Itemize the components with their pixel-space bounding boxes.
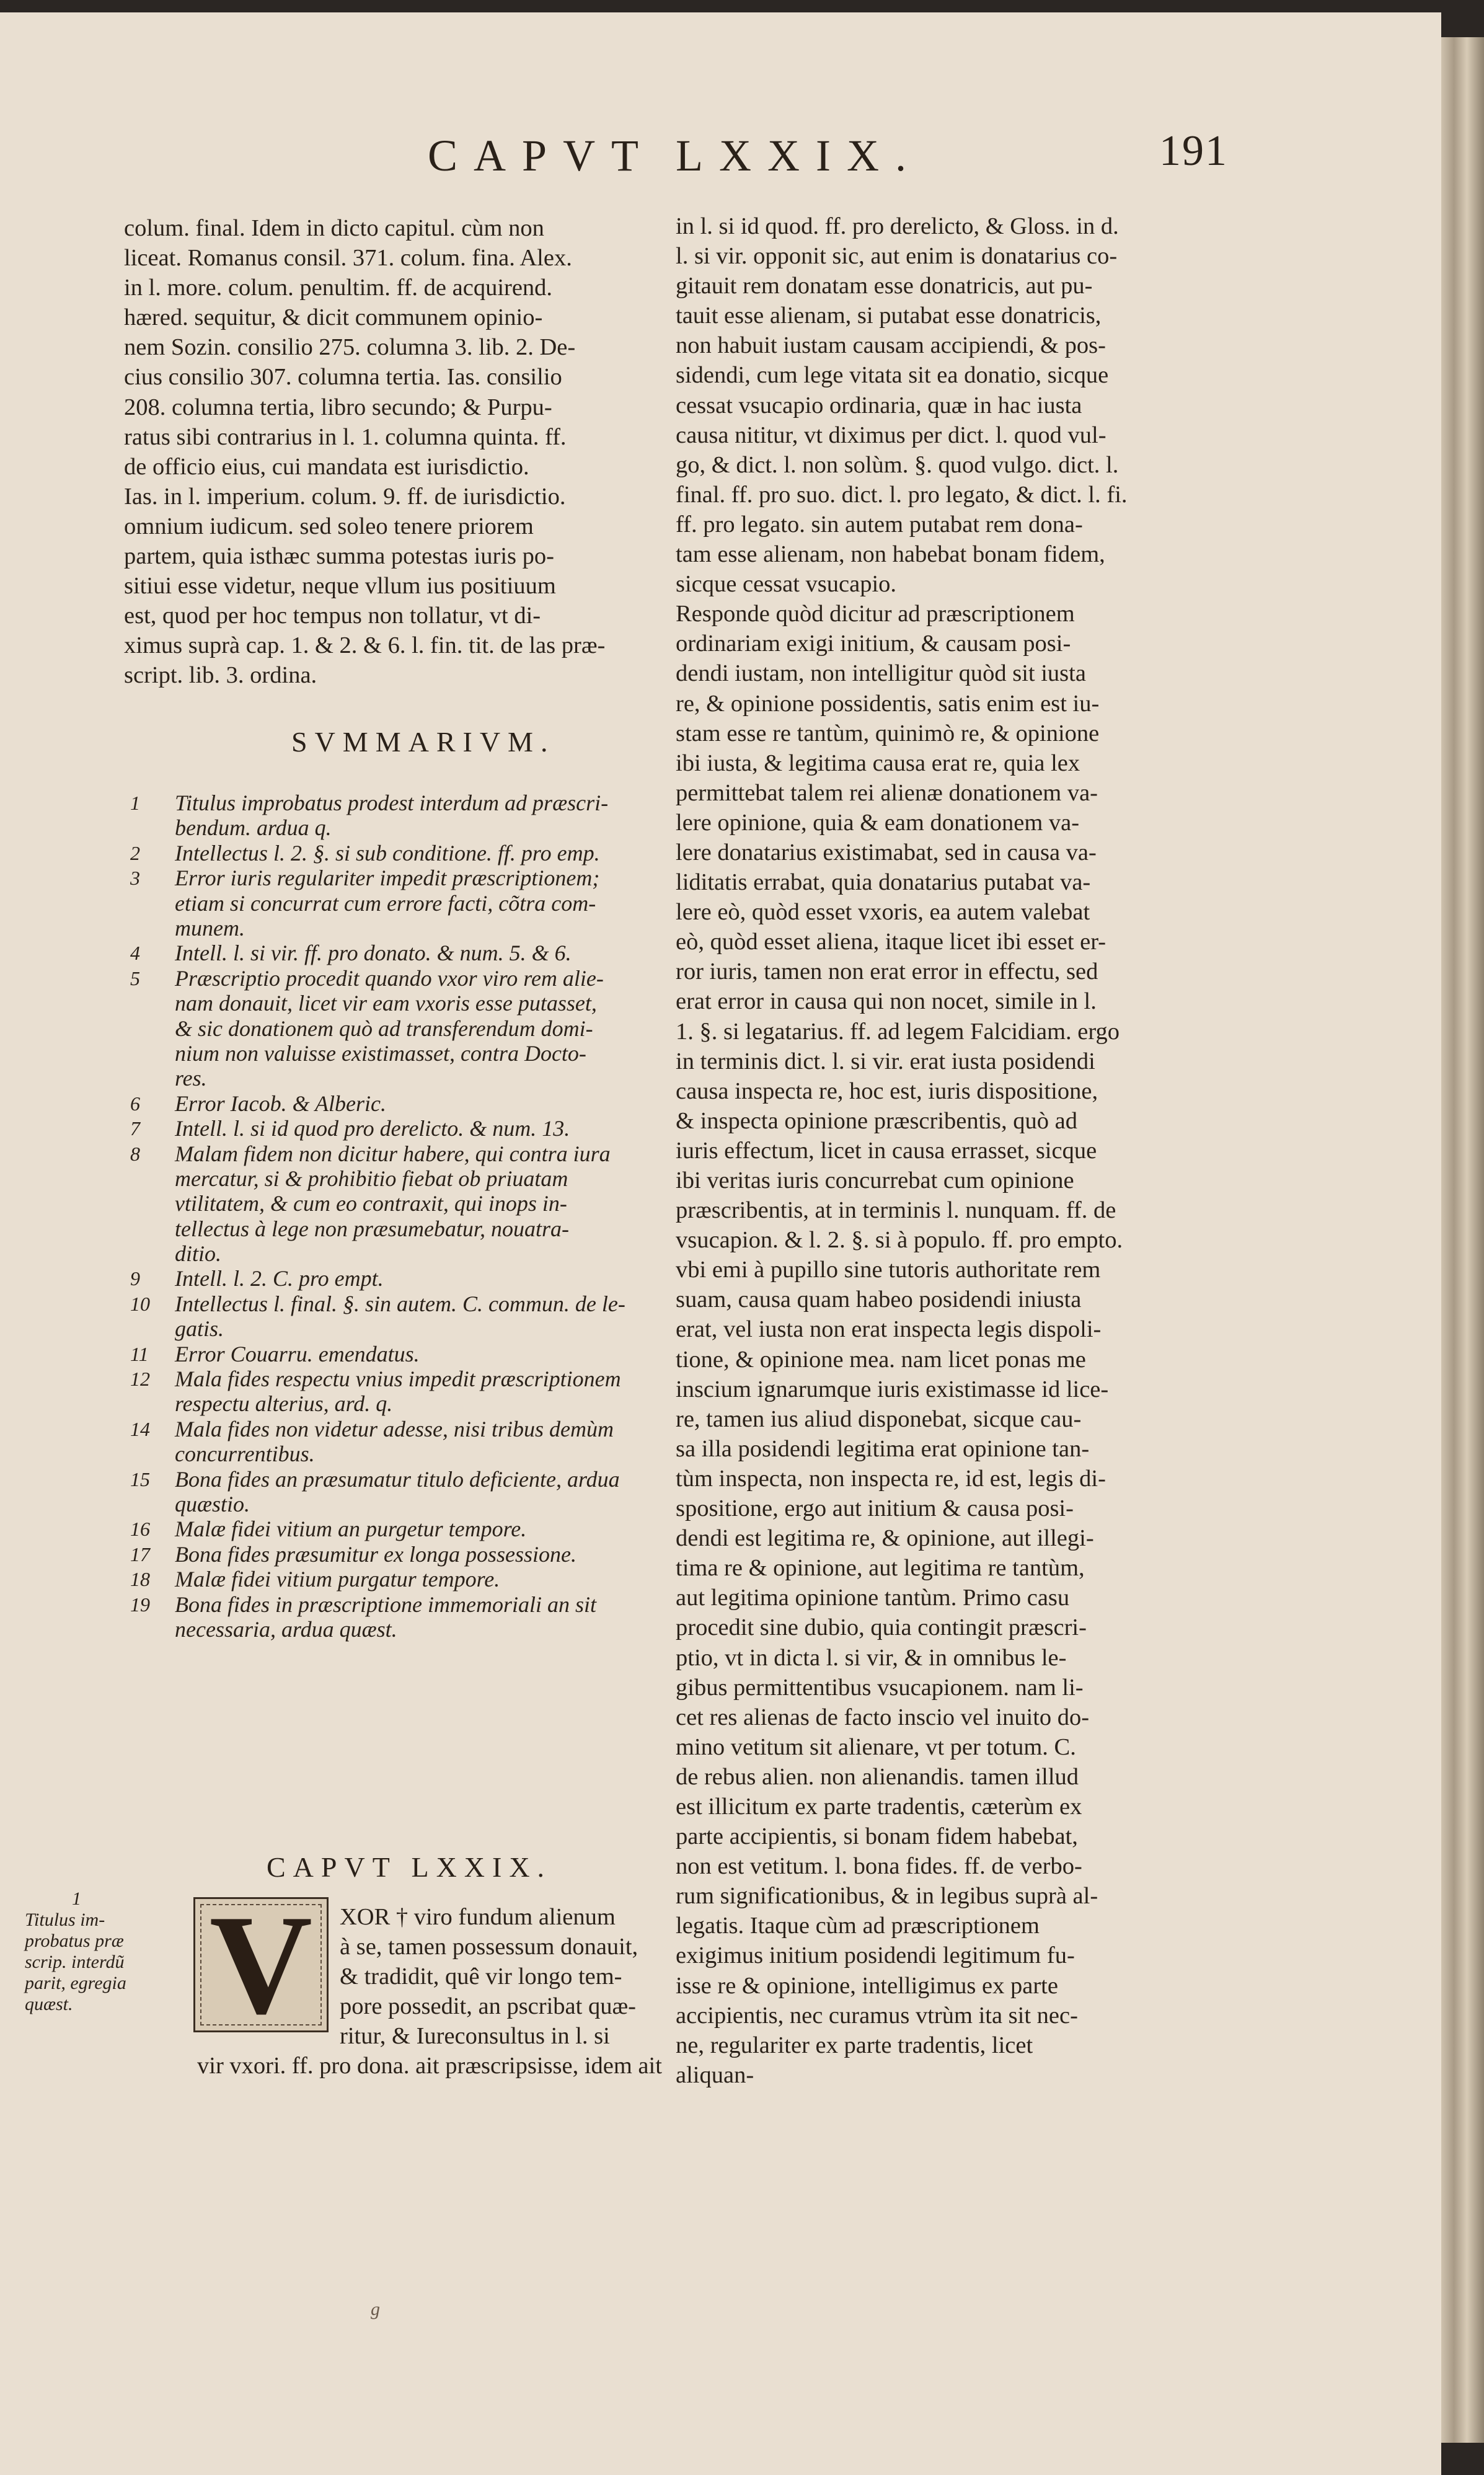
summary-line: tellectus à lege non præsumebatur, nouatra-: [175, 1216, 569, 1241]
summary-line: vtilitatem, & cum eo contraxit, qui inops in-: [175, 1191, 567, 1216]
summary-line: Intellectus l. final. §. sin autem. C. commun. de le-: [175, 1291, 625, 1316]
summary-item: [130, 1266, 663, 1291]
summary-item-text: [175, 1417, 658, 1467]
summary-item-text: [175, 1467, 658, 1517]
text-line: & inspecta opinione præscribentis, quò ad: [676, 1107, 1077, 1134]
summary-item-number: 6: [130, 1092, 140, 1115]
summary-line: necessaria, ardua quæst.: [175, 1617, 397, 1642]
summary-item-text: [175, 1542, 658, 1567]
summary-line: Error Couarru. emendatus.: [175, 1341, 420, 1366]
text-line: pore possedit, an pscribat quæ-: [340, 1993, 636, 2020]
text-line: dendi est legitima re, & opinione, aut illegi-: [676, 1525, 1094, 1552]
summary-heading: SVMMARIVM.: [291, 726, 555, 758]
summary-item: [130, 1567, 663, 1592]
summary-line: gatis.: [175, 1316, 224, 1342]
summary-item: [130, 1116, 663, 1141]
text-line: cessat vsucapio ordinaria, quæ in hac iusta: [676, 392, 1082, 418]
summary-item-number: 10: [130, 1292, 150, 1315]
summary-line: Bona fides in præscriptione immemoriali an sit: [175, 1592, 596, 1617]
summary-item-text: [175, 1592, 658, 1642]
chapter-heading: CAPVT LXXIX.: [267, 1851, 552, 1883]
text-line: ibi iusta, & legitima causa erat re, quia lex: [676, 750, 1080, 776]
text-line: permittebat talem rei alienæ donationem va-: [676, 779, 1098, 806]
text-line: aliquan-: [676, 2061, 754, 2088]
decorated-initial: [193, 1897, 329, 2032]
summary-list: [130, 790, 663, 1642]
text-line: in terminis dict. l. si vir. erat iusta posidendi: [676, 1048, 1095, 1074]
text-line: rum significationibus, & in legibus suprà al-: [676, 1883, 1098, 1910]
text-line: exigimus initium posidendi legitimum fu-: [676, 1942, 1075, 1969]
summary-item-number: 9: [130, 1267, 140, 1290]
text-line: dendi iustam, non intelligitur quòd sit iusta: [676, 660, 1086, 687]
chapter-opening-text: [340, 1902, 674, 2051]
text-line: liceat. Romanus consil. 371. colum. fina. Alex.: [124, 245, 572, 272]
summary-line: Mala fides non videtur adesse, nisi tribus demùm: [175, 1416, 614, 1441]
summary-item: [130, 866, 663, 941]
page-edges: [1441, 37, 1484, 2443]
text-line: causa inspecta re, hoc est, iuris dispositione,: [676, 1078, 1098, 1104]
summary-item: [130, 841, 663, 866]
summary-line: & sic donationem quò ad transferendum domi-: [175, 1016, 593, 1041]
text-line: scrip. interdũ: [25, 1952, 125, 1972]
text-line: nem Sozin. consilio 275. columna 3. lib. 2. De-: [124, 334, 576, 361]
text-line: ne, regulariter ex parte tradentis, licet: [676, 2032, 1033, 2058]
summary-line: Error iuris regulariter impedit præscriptionem;: [175, 866, 600, 891]
summary-item: [130, 790, 663, 841]
summary-item-text: [175, 1141, 658, 1267]
text-line: l. si vir. opponit sic, aut enim is donatarius co-: [676, 243, 1118, 270]
text-line: accipientis, nec curamus vtrùm ita sit nec-: [676, 2002, 1078, 2029]
summary-item-text: [175, 941, 658, 965]
summary-line: Præscriptio procedit quando vxor viro rem alie-: [175, 965, 604, 991]
summary-line: Malam fidem non dicitur habere, qui contra iura: [175, 1141, 611, 1166]
text-line: mino vetitum sit alienare, vt per totum. C.: [676, 1733, 1076, 1760]
text-line: probatus præ: [25, 1931, 124, 1951]
summary-item: [130, 1467, 663, 1517]
summary-line: Intell. l. 2. C. pro empt.: [175, 1266, 384, 1291]
text-line: isse re & opinione, intelligimus ex parte: [676, 1972, 1058, 1999]
summary-item-text: [175, 1291, 658, 1342]
summary-item: [130, 1542, 663, 1567]
text-line: ratus sibi contrarius in l. 1. columna quinta. ff.: [124, 423, 567, 450]
text-line: de officio eius, cui mandata est iurisdictio.: [124, 453, 529, 480]
summary-line: Error Iacob. & Alberic.: [175, 1091, 386, 1116]
summary-line: bendum. ardua q.: [175, 815, 332, 841]
text-line: tima re & opinione, aut legitima re tantùm,: [676, 1555, 1085, 1582]
summary-item: [130, 1141, 663, 1267]
text-line: script. lib. 3. ordina.: [124, 662, 317, 689]
summary-item: [130, 1091, 663, 1116]
text-line: re, & opinione possidentis, satis enim est iu-: [676, 690, 1100, 717]
summary-line: munem.: [175, 915, 245, 941]
text-line: iuris effectum, licet in causa errasset, sicque: [676, 1137, 1097, 1164]
text-line: 208. columna tertia, libro secundo; & Purpu-: [124, 394, 552, 420]
summary-line: Bona fides præsumitur ex longa possessione.: [175, 1541, 576, 1567]
text-line: cet res alienas de facto inscio vel inuito do-: [676, 1704, 1090, 1730]
text-line: Ias. in l. imperium. colum. 9. ff. de iurisdictio.: [124, 483, 566, 510]
summary-line: Titulus improbatus prodest interdum ad præscri-: [175, 790, 609, 815]
summary-item-number: 14: [130, 1417, 150, 1440]
summary-item-text: [175, 1091, 658, 1116]
summary-item: [130, 941, 663, 965]
summary-item-number: 2: [130, 841, 140, 864]
summary-item-text: [175, 841, 658, 866]
summary-item-number: 1: [130, 792, 140, 814]
text-line: partem, quia isthæc summa potestas iuris po-: [124, 543, 554, 570]
summary-item-number: 7: [130, 1117, 140, 1140]
summary-line: Intell. l. si id quod pro derelicto. & num. 13.: [175, 1116, 570, 1141]
text-line: non est vetitum. l. bona fides. ff. de verbo-: [676, 1853, 1082, 1880]
summary-item-text: [175, 866, 658, 941]
summary-item-number: 3: [130, 867, 140, 890]
text-line: omnium iudicum. sed soleo tenere priorem: [124, 513, 534, 539]
summary-item-text: [175, 1116, 658, 1141]
signature-mark: g: [371, 2299, 380, 2319]
text-line: ptio, vt in dicta l. si vir, & in omnibus le-: [676, 1644, 1067, 1671]
text-line: colum. final. Idem in dicto capitul. cùm non: [124, 215, 544, 241]
text-line: Titulus im-: [25, 1910, 105, 1930]
left-column-text: [124, 213, 682, 691]
summary-line: nium non valuisse existimasset, contra Docto-: [175, 1040, 586, 1066]
text-line: ordinariam exigi initium, & causam posi-: [676, 631, 1071, 657]
summary-line: ditio.: [175, 1241, 222, 1267]
summary-item-number: 12: [130, 1368, 150, 1391]
text-line: eò, quòd esset aliena, itaque licet ibi esset er-: [676, 929, 1106, 955]
text-line: legatis. Itaque cùm ad præscriptionem: [676, 1913, 1040, 1939]
text-line: lere eò, quòd esset vxoris, ea autem valebat: [676, 899, 1090, 926]
margin-note: [25, 1888, 149, 2015]
text-line: tauit esse alienam, si putabat esse donatricis,: [676, 303, 1102, 329]
summary-item: [130, 1342, 663, 1366]
text-line: aut legitima opinione tantùm. Primo casu: [676, 1585, 1070, 1611]
summary-item-number: 4: [130, 942, 140, 965]
text-line: procedit sine dubio, quia contingit præscri-: [676, 1614, 1087, 1641]
header-title-number: LXXIX.: [676, 131, 922, 180]
text-line: lere donatarius existimabat, sed in causa va-: [676, 839, 1097, 866]
text-line: est illicitum ex parte tradentis, cæterùm ex: [676, 1793, 1082, 1820]
text-line: in l. si id quod. ff. pro derelicto, & Gloss. in d.: [676, 213, 1119, 239]
text-line: parte accipientis, si bonam fidem habebat,: [676, 1823, 1078, 1850]
text-line: erat error in causa qui non nocet, simile in l.: [676, 988, 1097, 1015]
text-line: inscium ignarumque iuris existimasse id lice-: [676, 1376, 1109, 1402]
page-number: 191: [1159, 127, 1228, 175]
text-line: gibus permittentibus vsucapionem. nam li-: [676, 1674, 1084, 1701]
summary-item: [130, 1291, 663, 1342]
text-line: & tradidit, quê vir longo tem-: [340, 1964, 622, 1990]
summary-item: [130, 1592, 663, 1642]
summary-line: etiam si concurrat cum errore facti, cõtra com-: [175, 890, 596, 916]
text-line: final. ff. pro suo. dict. l. pro legato, & dict. l. fi.: [676, 481, 1128, 508]
summary-item-text: [175, 1342, 658, 1366]
header-title-caput: CAPVT: [428, 131, 655, 180]
text-line: quæst.: [25, 1994, 73, 2014]
text-line: sitiui esse videtur, neque vllum ius positiuum: [124, 573, 556, 600]
text-line: sicque cessat vsucapio.: [676, 571, 897, 598]
text-line: sidendi, cum lege vitata sit ea donatio, sicque: [676, 362, 1109, 389]
text-line: tùm inspecta, non inspecta re, id est, legis di-: [676, 1465, 1106, 1492]
summary-item-number: 11: [130, 1342, 149, 1365]
text-line: à se, tamen possessum donauit,: [340, 1934, 638, 1960]
text-line: ibi veritas iuris concurrebat cum opinione: [676, 1167, 1074, 1193]
summary-line: concurrentibus.: [175, 1441, 315, 1467]
text-line: parit, egregia: [25, 1973, 126, 1993]
text-line: liditatis errabat, quia donatarius putabat va-: [676, 869, 1091, 896]
summary-line: Malæ fidei vitium an purgetur tempore.: [175, 1516, 527, 1542]
summary-item-text: [175, 966, 658, 1091]
text-line: XOR † viro fundum alienum: [340, 1904, 616, 1930]
summary-line: Bona fides an præsumatur titulo deficiente, ardua: [175, 1466, 620, 1492]
text-line: ff. pro legato. sin autem putabat rem dona-: [676, 511, 1083, 538]
summary-item-number: 18: [130, 1568, 150, 1591]
text-line: go, & dict. l. non solùm. §. quod vulgo. dict. l.: [676, 451, 1119, 478]
summary-item-number: 15: [130, 1468, 150, 1490]
summary-item-text: [175, 1266, 658, 1291]
text-line: 1. §. si legatarius. ff. ad legem Falcidiam. ergo: [676, 1018, 1120, 1045]
text-line: ritur, & Iureconsultus in l. si: [340, 2023, 610, 2050]
summary-item-number: 19: [130, 1593, 150, 1616]
summary-item-number: 17: [130, 1543, 150, 1565]
text-line: cius consilio 307. columna tertia. Ias. consilio: [124, 364, 562, 391]
summary-line: Intell. l. si vir. ff. pro donato. & num. 5. & 6.: [175, 941, 572, 966]
summary-item: [130, 966, 663, 1091]
summary-item-number: 8: [130, 1142, 140, 1165]
summary-item-number: 5: [130, 967, 140, 990]
text-line: re, tamen ius aliud disponebat, sicque cau-: [676, 1406, 1082, 1432]
text-line: Responde quòd dicitur ad præscriptionem: [676, 601, 1075, 627]
left-column-last-line: vir vxori. ff. pro dona. ait præscripsisse, idem ait: [197, 2053, 662, 2079]
summary-item-text: [175, 1516, 658, 1541]
text-line: vsucapion. & l. 2. §. si à populo. ff. pro empto.: [676, 1227, 1123, 1254]
text-line: causa nititur, vt diximus per dict. l. quod vul-: [676, 422, 1106, 448]
text-line: de rebus alien. non alienandis. tamen illud: [676, 1763, 1079, 1790]
text-line: tam esse alienam, non habebat bonam fidem,: [676, 541, 1105, 568]
summary-item-text: [175, 790, 658, 841]
summary-item-text: [175, 1567, 658, 1592]
summary-line: res.: [175, 1066, 207, 1091]
text-line: vbi emi à pupillo sine tutoris authoritate rem: [676, 1257, 1101, 1283]
summary-item-text: [175, 1366, 658, 1417]
text-line: non habuit iustam causam accipiendi, & pos-: [676, 332, 1106, 359]
summary-line: mercatur, si & prohibitio fiebat ob priuatam: [175, 1166, 568, 1191]
text-line: erat, vel iusta non erat inspecta legis dispoli-: [676, 1316, 1102, 1343]
summary-line: Malæ fidei vitium purgatur tempore.: [175, 1567, 500, 1592]
text-line: lere opinione, quia & eam donationem va-: [676, 809, 1080, 836]
text-line: gitauit rem donatam esse donatricis, aut pu-: [676, 273, 1093, 299]
summary-line: respectu alterius, ard. q.: [175, 1391, 393, 1417]
drop-cap-letter: V: [209, 1897, 313, 2032]
summary-item: [130, 1516, 663, 1541]
summary-line: Mala fides respectu vnius impedit præscriptionem: [175, 1366, 621, 1392]
text-line: hæred. sequitur, & dicit communem opinio-: [124, 304, 543, 331]
text-line: est, quod per hoc tempus non tollatur, vt di-: [124, 603, 541, 629]
summary-line: nam donauit, licet vir eam vxoris esse putasset,: [175, 991, 597, 1016]
summary-item: [130, 1417, 663, 1467]
right-column-text: [676, 211, 1252, 2090]
text-line: stam esse re tantùm, quinimò re, & opinione: [676, 720, 1100, 746]
text-line: ror iuris, tamen non erat error in effectu, sed: [676, 959, 1098, 985]
text-line: sa illa posidendi legitima erat opinione tan-: [676, 1435, 1090, 1462]
text-line: in l. more. colum. penultim. ff. de acquirend.: [124, 275, 553, 301]
running-header: [428, 127, 1395, 198]
summary-line: quæstio.: [175, 1492, 250, 1517]
margin-note-number: 1: [72, 1888, 81, 1909]
text-line: ximus suprà cap. 1. & 2. & 6. l. fin. tit. de las præ-: [124, 632, 606, 659]
text-line: spositione, ergo aut initium & causa posi-: [676, 1495, 1074, 1522]
summary-line: Intellectus l. 2. §. si sub conditione. ff. pro emp.: [175, 840, 600, 866]
summary-item: [130, 1366, 663, 1417]
text-line: suam, causa quam habeo posidendi iniusta: [676, 1286, 1082, 1313]
text-line: præscribentis, at in terminis l. nunquam. ff. de: [676, 1197, 1116, 1224]
summary-item-number: 16: [130, 1518, 150, 1541]
text-line: tione, & opinione mea. nam licet ponas me: [676, 1346, 1086, 1373]
